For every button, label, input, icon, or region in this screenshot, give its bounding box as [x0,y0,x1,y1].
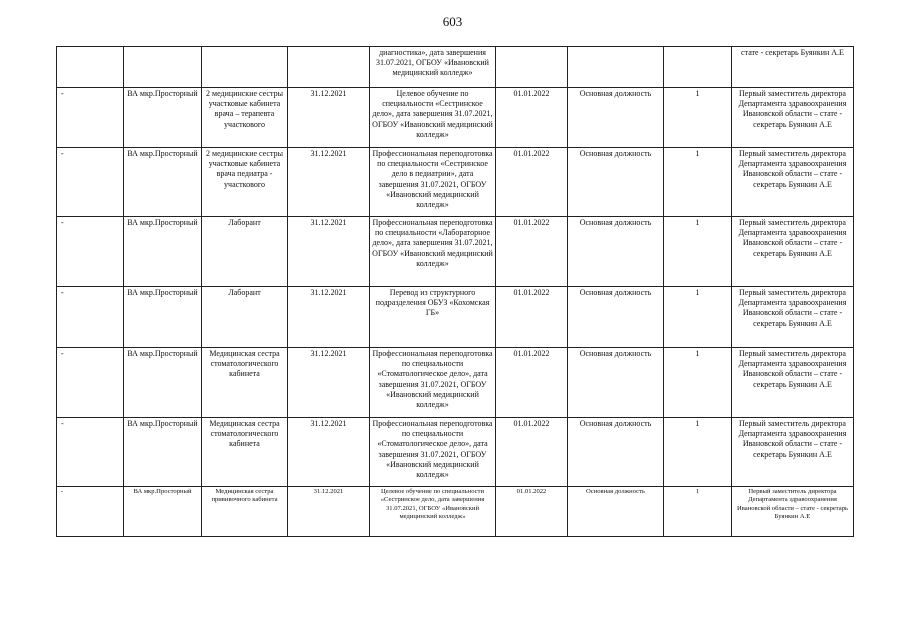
staffing-table [56,46,854,537]
table-row [57,47,854,88]
cell-rate: 1 [664,148,732,217]
cell-job-type: Основная должность [568,487,664,537]
cell-unit: ВА мкр.Просторный [124,418,202,487]
table-row [57,287,854,348]
cell-rate [664,47,732,88]
cell-rate: 1 [664,418,732,487]
cell-date: 31.12.2021 [288,487,370,537]
cell-date [288,47,370,88]
page-number: 603 [442,14,463,29]
cell-start-date: 01.01.2022 [496,287,568,348]
cell-rate: 1 [664,487,732,537]
cell-job-type [568,47,664,88]
cell-unit: ВА мкр.Просторный [124,217,202,287]
cell-training: Профессиональная переподготовка по специальности «Лабораторное дело», дата завершения 31.07.2021, ОГБОУ «Ивановский медицинский колледж» [370,217,496,287]
cell-job-type: Основная должность [568,88,664,148]
cell-responsible: стате - секретарь Буянкин А.Е [732,47,854,88]
cell-responsible: Первый заместитель директора Департамента здравоохранения Ивановской области – стате - секретарь Буянкин А.Е [732,348,854,418]
cell-marker: - [57,88,124,148]
cell-date: 31.12.2021 [288,217,370,287]
cell-unit: ВА мкр.Просторный [124,88,202,148]
cell-start-date: 01.01.2022 [496,217,568,287]
cell-job-type: Основная должность [568,287,664,348]
table-row [57,348,854,418]
cell-start-date: 01.01.2022 [496,348,568,418]
cell-rate: 1 [664,88,732,148]
cell-position: Лаборант [202,217,288,287]
cell-unit [124,47,202,88]
cell-start-date: 01.01.2022 [496,148,568,217]
cell-date: 31.12.2021 [288,348,370,418]
cell-job-type: Основная должность [568,217,664,287]
table-row [57,148,854,217]
cell-start-date: 01.01.2022 [496,418,568,487]
cell-job-type: Основная должность [568,418,664,487]
cell-job-type: Основная должность [568,148,664,217]
cell-responsible: Первый заместитель директора Департамента здравоохранения Ивановской области – стате - секретарь Буянкин А.Е [732,287,854,348]
cell-training: Целевое обучение по специальности «Сестринское дело», дата завершения 31.07.2021, ОГБОУ «Ивановский медицинский колледж» [370,88,496,148]
cell-training: Целевое обучение по специальности «Сестринское дело, дата завершения 31.07.2021, ОГБОУ «Ивановский медицинский колледж» [370,487,496,537]
cell-date: 31.12.2021 [288,418,370,487]
cell-marker: - [57,148,124,217]
cell-position: Медицинская сестра стоматологического кабинета [202,348,288,418]
cell-marker: - [57,217,124,287]
cell-position: 2 медицинские сестры участковые кабинета врача – терапевта участкового [202,88,288,148]
cell-training: Перевод из структурного подразделения ОБУЗ «Кохомская ГБ» [370,287,496,348]
table-row [57,418,854,487]
cell-position: Медицинская сестра прививочного кабинета [202,487,288,537]
cell-start-date: 01.01.2022 [496,88,568,148]
cell-training: Профессиональная переподготовка по специальности «Сестринское дело в педиатрии», дата завершения 31.07.2021, ОГБОУ «Ивановский медицинский колледж» [370,148,496,217]
cell-unit: ВА мкр.Просторный [124,487,202,537]
cell-position: Медицинская сестра стоматологического кабинета [202,418,288,487]
cell-unit: ВА мкр.Просторный [124,148,202,217]
cell-rate: 1 [664,348,732,418]
cell-training: диагностика», дата завершения 31.07.2021, ОГБОУ «Ивановский медицинский колледж» [370,47,496,88]
cell-date: 31.12.2021 [288,88,370,148]
cell-responsible: Первый заместитель директора Департамента здравоохранения Ивановской области – стате - секретарь Буянкин А.Е [732,88,854,148]
cell-training: Профессиональная переподготовка по специальности «Стоматологическое дело», дата завершения 31.07.2021, ОГБОУ «Ивановский медицинский колледж» [370,418,496,487]
cell-unit: ВА мкр.Просторный [124,287,202,348]
table-row [57,88,854,148]
cell-marker: - [57,287,124,348]
cell-marker: - [57,418,124,487]
cell-responsible: Первый заместитель директора Департамента здравоохранения Ивановской области – стате - секретарь Буянкин А.Е [732,148,854,217]
cell-unit: ВА мкр.Просторный [124,348,202,418]
cell-position [202,47,288,88]
cell-training: Профессиональная переподготовка по специальности «Стоматологическое дело», дата завершения 31.07.2021, ОГБОУ «Ивановский медицинский колледж» [370,348,496,418]
cell-rate: 1 [664,287,732,348]
table-row [57,487,854,537]
cell-marker: - [57,487,124,537]
cell-rate: 1 [664,217,732,287]
table-row [57,217,854,287]
cell-start-date [496,47,568,88]
cell-responsible: Первый заместитель директора Департамента здравоохранения Ивановской области – стате - секретарь Буянкин А.Е [732,217,854,287]
cell-responsible: Первый заместитель директора Департамента здравоохранения Ивановской области – стате - секретарь Буянкин А.Е [732,418,854,487]
cell-job-type: Основная должность [568,348,664,418]
cell-position: Лаборант [202,287,288,348]
cell-responsible: Первый заместитель директора Департамента здравоохранения Ивановской области – стате - секретарь Буянкин А.Е [732,487,854,537]
cell-start-date: 01.01.2022 [496,487,568,537]
cell-marker [57,47,124,88]
cell-date: 31.12.2021 [288,148,370,217]
cell-marker: - [57,348,124,418]
cell-position: 2 медицинские сестры участковые кабинета врача педиатра - участкового [202,148,288,217]
cell-date: 31.12.2021 [288,287,370,348]
